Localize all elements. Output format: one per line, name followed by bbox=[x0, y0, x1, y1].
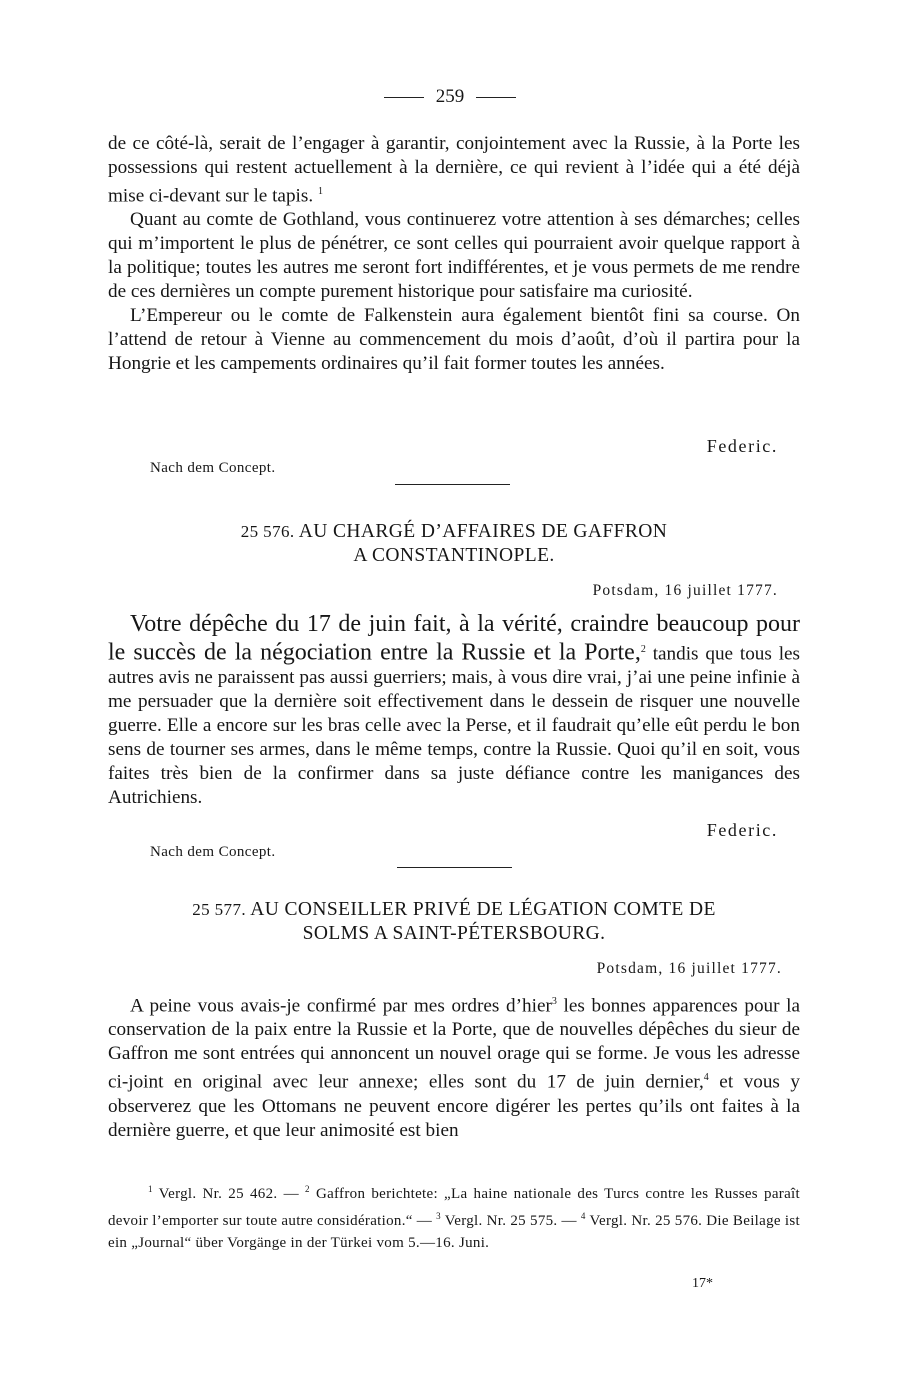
signature-intro: Federic. bbox=[706, 436, 778, 456]
letter-paragraph bbox=[108, 612, 800, 810]
body-text: Votre dépêche du 17 de juin fait, à la vérité, craindre beaucoup pour le succès de la négociation entre la Russie et la Porte, bbox=[108, 611, 800, 666]
letter-heading-line-1 bbox=[108, 520, 800, 544]
source-note-25576: Nach dem Concept. bbox=[150, 844, 276, 860]
letter-paragraph bbox=[108, 990, 800, 1143]
source-note-intro: Nach dem Concept. bbox=[150, 460, 276, 476]
letter-number: 25 576. bbox=[240, 522, 295, 541]
footnote-ref-4: 4 bbox=[703, 1072, 709, 1084]
letter-title-line-1: AU CHARGÉ D’AFFAIRES DE GAFFRON bbox=[298, 521, 668, 542]
separator-rule-1 bbox=[395, 484, 510, 485]
letter-heading-25576 bbox=[108, 520, 800, 568]
intro-paragraph-2: Quant au comte de Gothland, vous continuerez votre attention à ses démarches; celles qui m’importent le plus de pénétrer, ce sont celles qui pourraient avoir quelque rapport à la politique; toutes les autres me seront fort indifférentes, et je vous permets de me rendre de ces dernières un compte purement historique pour satisfaire ma curiosité. bbox=[108, 209, 800, 303]
footnote-ref-3: 3 bbox=[551, 996, 557, 1007]
header-dash-left bbox=[384, 97, 424, 98]
footnote-marker-1: 1 bbox=[148, 1184, 153, 1194]
footnote-1: Vergl. Nr. 25 462. — bbox=[158, 1186, 299, 1202]
place-date: Potsdam, 16 juillet 1777. bbox=[596, 960, 782, 977]
footnote-marker-2: 2 bbox=[305, 1184, 310, 1194]
footnote-3: Vergl. Nr. 25 575. — bbox=[444, 1213, 577, 1229]
letter-title-line-2: SOLMS A SAINT-PÉTERSBOURG. bbox=[302, 923, 606, 944]
letter-heading-25577 bbox=[108, 898, 800, 946]
body-text-continued: les bonnes apparences pour la conservation de la paix entre la Russie et la Porte, que de nouvelles dépêches du sieur de Gaffron me sont entrées qui annoncent un nouvel orage qui se forme. Je vous les adresse ci-joint en original avec leur annexe; elles sont du 17 de juin dernier, bbox=[108, 995, 801, 1093]
letter-title-line-2: A CONSTANTINOPLE. bbox=[353, 545, 555, 566]
body-text: A peine vous avais-je confirmé par mes ordres d’hier bbox=[130, 995, 552, 1017]
footnotes bbox=[108, 1178, 800, 1254]
body-text-end: et vous y observerez que les Ottomans ne peuvent encore digérer les pertes qu’ils ont faites à la dernière guerre, et que leur animosité est bien bbox=[108, 1071, 801, 1141]
letter-title-line-1: AU CONSEILLER PRIVÉ DE LÉGATION COMTE DE bbox=[250, 899, 716, 920]
letter-number: 25 577. bbox=[192, 900, 247, 919]
header-dash-right bbox=[476, 97, 516, 98]
sheet-signature-mark: 17* bbox=[692, 1276, 713, 1291]
letter-body-25577 bbox=[108, 990, 800, 1143]
footnote-ref-1: 1 bbox=[317, 186, 323, 197]
body-text-continued: tandis que tous les autres avis ne paraissent pas aussi guerriers; mais, à vous dire vrai, j’ai une peine infinie à me persuader que la dernière soit effectivement dans le dessein de risquer une nouvelle guerre. Elle a encore sur les bras celle avec la Perse, et il faudrait qu’elle eût perdu le bon sens de tourner ses armes, dans le même temps, contre la Russie. Quoi qu’il en soit, vous faites très bien de la confirmer dans sa juste défiance contre les manigances des Autrichiens. bbox=[108, 643, 801, 809]
footnote-2: Gaffron berichtete: „La haine nationale des Turcs contre les Russes paraît devoir l’emporter sur toute autre considération.“ — bbox=[108, 1186, 800, 1229]
place-date: Potsdam, 16 juillet 1777. bbox=[592, 582, 778, 599]
intro-paragraph-1 bbox=[108, 132, 800, 208]
page-number: 259 bbox=[435, 86, 465, 107]
footnote-block bbox=[108, 1178, 800, 1254]
footnote-marker-3: 3 bbox=[436, 1211, 441, 1221]
running-header bbox=[0, 86, 900, 108]
signature-25576: Federic. bbox=[706, 820, 778, 840]
footnote-4: Vergl. Nr. 25 576. Die Beilage ist ein „Journal“ über Vorgänge in der Türkei vom 5.—16. Juni. bbox=[108, 1213, 800, 1251]
footnote-marker-4: 4 bbox=[580, 1211, 586, 1221]
intro-text bbox=[108, 132, 800, 376]
footnote-ref-2: 2 bbox=[640, 644, 646, 655]
intro-paragraph-1-text: de ce côté-là, serait de l’engager à garantir, conjointement avec la Russie, à la Porte les possessions qui restent actuellement à la dernière, ce qui revient à l’idée qui a été déjà mise ci-devant sur le tapis. bbox=[108, 133, 800, 207]
intro-paragraph-3: L’Empereur ou le comte de Falkenstein aura également bientôt fini sa course. On l’attend de retour à Vienne au commencement du mois d’août, d’où il partira pour la Hongrie et les campements ordinaires qu’il fait former toutes les années. bbox=[108, 305, 800, 375]
separator-rule-2 bbox=[397, 867, 512, 868]
letter-body-25576 bbox=[108, 612, 800, 810]
letter-heading-line-1 bbox=[108, 898, 800, 922]
